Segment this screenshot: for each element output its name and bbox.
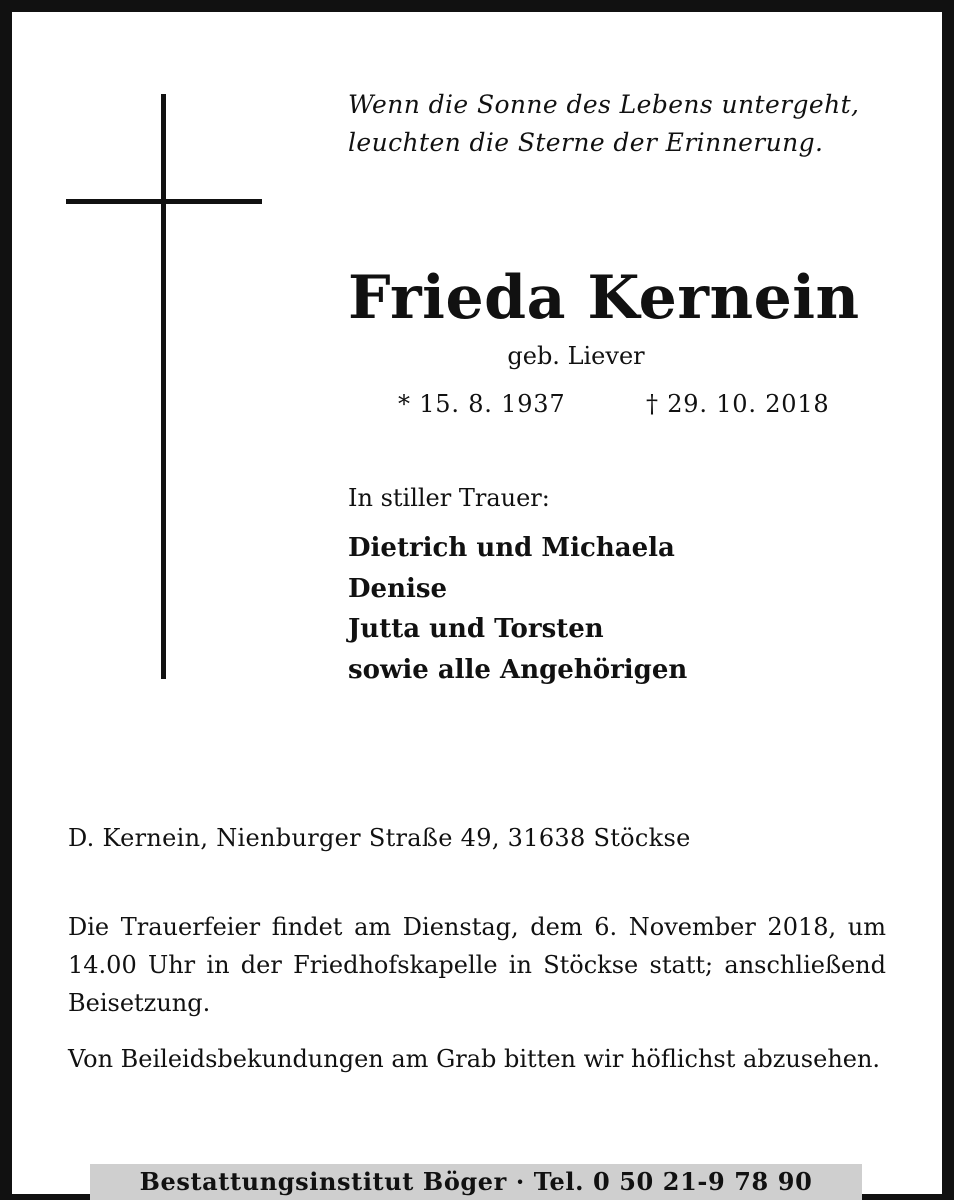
family-address: D. Kernein, Nienburger Straße 49, 31638 Stöckse bbox=[68, 824, 691, 852]
funeral-home-footer: Bestattungsinstitut Böger · Tel. 0 50 21-9 78 90 bbox=[90, 1164, 862, 1200]
mourning-label: In stiller Trauer: bbox=[348, 484, 550, 512]
mourner-name: sowie alle Angehörigen bbox=[348, 654, 688, 685]
deceased-name: Frieda Kernein bbox=[348, 263, 860, 333]
birth-name: geb. Liever bbox=[507, 342, 645, 370]
death-date: † 29. 10. 2018 bbox=[646, 390, 830, 418]
mourner-name: Dietrich und Michaela bbox=[348, 533, 675, 563]
mourners-list bbox=[348, 528, 687, 690]
mourner-name: Jutta und Torsten bbox=[348, 614, 604, 644]
memorial-quote-line-1: Wenn die Sonne des Lebens untergeht, bbox=[348, 90, 860, 119]
funeral-service-notice: Die Trauerfeier findet am Dienstag, dem 6. November 2018, um 14.00 Uhr in der Friedhofskapelle in Stöckse statt; anschließend Beisetzung. bbox=[68, 913, 886, 1017]
condolence-notice: Von Beileidsbekundungen am Grab bitten wir höflichst abzusehen. bbox=[68, 1045, 881, 1073]
memorial-quote-line-2: leuchten die Sterne der Erinnerung. bbox=[348, 128, 824, 157]
cross-vertical-bar bbox=[161, 94, 166, 679]
memorial-quote bbox=[348, 86, 908, 162]
cross-horizontal-bar bbox=[66, 199, 262, 204]
mourner-name: Denise bbox=[348, 573, 448, 604]
birth-date: * 15. 8. 1937 bbox=[398, 390, 566, 418]
